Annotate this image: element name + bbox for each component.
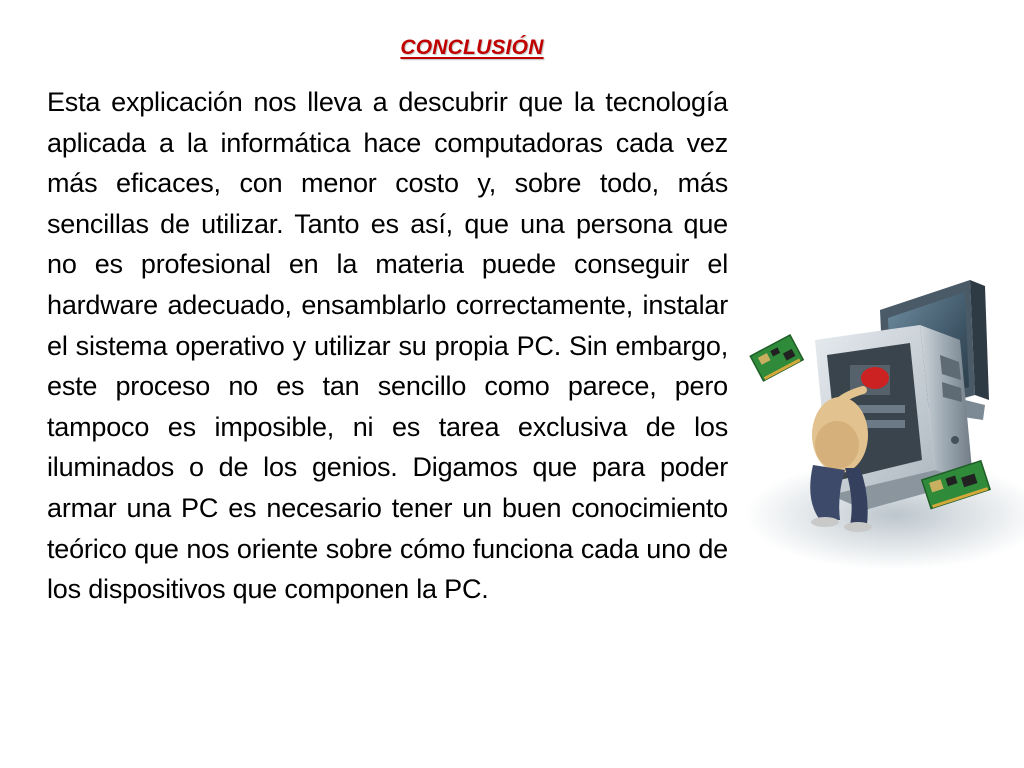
conclusion-paragraph: Esta explicación nos lleva a descubrir que la tecnología aplicada a la informática hace computadoras cada vez más eficaces, con menor costo y, sobre todo, más sencillas de utilizar. Tanto es así, que una persona que no es profesional en la materia puede conseguir el hardware adecuado, ensamblarlo correctamente, instalar el sistema operativo y utilizar su propia PC. Sin embargo, este proceso no es tan sencillo como parece, pero tampoco es imposible, ni es tarea exclusiva de los iluminados o de los genios. Digamos que para poder armar una PC es necesario tener un buen conocimiento teórico que nos oriente sobre cómo funciona cada uno de los dispositivos que componen la PC. xyxy=(47,87,728,605)
slide-title: CONCLUSIÓN xyxy=(400,36,544,59)
computer-assembly-illustration-icon xyxy=(745,270,1024,570)
